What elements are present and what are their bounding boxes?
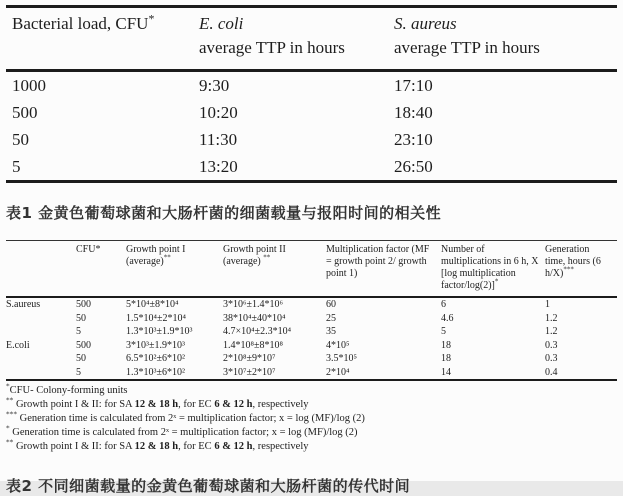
cell-gp1: 5*10⁴±8*10⁴: [126, 299, 179, 310]
table-row: [6, 153, 617, 182]
cell-mf: 25: [326, 312, 336, 324]
cell-gp2: 38*10⁴±40*10⁴: [223, 312, 286, 324]
cell-gp1: 6.5*10²±6*10²: [126, 353, 185, 364]
generation-time-table-wrap: [6, 240, 623, 381]
footnote-bold: 6 & 12 h: [214, 399, 253, 410]
table-row-saureus-50: [6, 312, 617, 326]
cell-species: E.coli: [6, 339, 30, 351]
cell-gt: 1.2: [545, 312, 558, 324]
cell-mf: 3.5*10⁵: [326, 353, 357, 364]
cell-saureus-ttp: 18:40: [394, 103, 433, 122]
cell-mf: 4*10⁵: [326, 339, 350, 351]
cell-gp1: 3*10³±1.9*10³: [126, 339, 185, 351]
cell-saureus-ttp: 23:10: [394, 130, 433, 149]
footnote-marker: *: [148, 11, 155, 26]
cell-gp2: 2*10⁸±9*10⁷: [223, 353, 276, 364]
cell-species: [6, 352, 76, 366]
table1-caption: 表1 金黄色葡萄球菌和大肠杆菌的细菌载量与报阳时间的相关性: [6, 204, 442, 222]
header-num-multiplications: [441, 241, 545, 298]
footnote-marker: *: [494, 277, 499, 286]
cell-cfu: 500: [76, 339, 91, 351]
cell-ecoli-ttp: 13:20: [199, 157, 238, 176]
cell-cfu: 5: [76, 366, 81, 378]
header-gp1-label: Growth point I (average): [126, 244, 186, 267]
cell-gp2: 3*10⁷±2*10⁷: [223, 366, 276, 378]
footnote-generation-time: [6, 409, 623, 426]
header-cfu: CFU*: [76, 241, 126, 298]
cell-mf: 2*10⁴: [326, 366, 350, 378]
header-ecoli-sub: average TTP in hours: [199, 38, 345, 57]
footnote-text: Growth point I & II: for SA: [13, 399, 135, 410]
generation-time-table: [6, 240, 617, 381]
cell-load: 500: [12, 103, 38, 122]
table-header-row: [6, 7, 617, 71]
cell-x: 14: [441, 366, 451, 378]
header-species: [6, 241, 76, 298]
ecoli-species-name: E. coli: [199, 14, 244, 33]
cell-species: [6, 366, 76, 381]
cell-ecoli-ttp: 9:30: [199, 76, 230, 95]
cell-x: 4.6: [441, 312, 454, 324]
cell-cfu: 5: [76, 326, 81, 337]
cell-mf: 60: [326, 299, 336, 310]
cell-mf: 35: [326, 326, 336, 337]
footnote-bold: 6 & 12 h: [214, 441, 253, 452]
footnote-marker: ***: [563, 265, 574, 274]
footnote-growth-points-2: [6, 437, 623, 454]
footnote-text: Generation time is calculated from 2ˣ = multiplication factor; x = log (MF)/log (2): [17, 413, 365, 424]
cell-species: [6, 312, 76, 326]
cell-gp2: 3*10⁶±1.4*10⁶: [223, 299, 283, 310]
header-multiplication-factor: Multiplication factor (MF = growth point 2/ growth point 1): [326, 241, 441, 298]
header-saureus: [394, 7, 617, 71]
footnote-marker: *: [6, 423, 10, 433]
cell-gp2: 1.4*10⁸±8*10⁸: [223, 339, 283, 351]
footnote-text: , respectively: [252, 399, 309, 410]
header-saureus-sub: average TTP in hours: [394, 38, 540, 57]
table-row: [6, 99, 617, 126]
cell-cfu: 500: [76, 299, 91, 310]
footnote-cfu: [6, 381, 623, 398]
saureus-species-name: S. aureus: [394, 14, 457, 33]
footnotes: [6, 381, 623, 454]
cell-cfu: 50: [76, 312, 86, 324]
ttp-correlation-table: [6, 5, 617, 183]
table2-caption: 表2 不同细菌载量的金黄色葡萄球菌和大肠杆菌的传代时间: [6, 477, 411, 495]
cell-load: 50: [12, 130, 29, 149]
footnote-text: Growth point I & II: for SA: [13, 441, 135, 452]
header-ecoli: [199, 7, 394, 71]
cell-gt: 0.3: [545, 339, 558, 351]
header-bacterial-load-label: Bacterial load, CFU: [12, 14, 149, 33]
table-row-ecoli-500: [6, 339, 617, 353]
footnote-marker: **: [263, 253, 271, 262]
cell-x: 18: [441, 339, 451, 351]
table-row-saureus-500: [6, 297, 617, 312]
header-growth-point-2: [223, 241, 326, 298]
cell-x: 5: [441, 326, 446, 337]
cell-x: 18: [441, 353, 451, 364]
header-x-label: Number of multiplications in 6 h, X [log multiplication factor/log(2)]: [441, 244, 539, 291]
header-bacterial-load: [6, 7, 199, 71]
cell-saureus-ttp: 26:50: [394, 157, 433, 176]
header-gp2-label: Growth point II (average): [223, 244, 286, 267]
cell-gt: 1: [545, 299, 550, 310]
table-header-row: [6, 241, 617, 298]
cell-gt: 0.4: [545, 366, 558, 378]
cell-gt: 0.3: [545, 353, 558, 364]
footnote-marker: **: [6, 437, 14, 447]
cell-gp2: 4.7×10⁴±2.3*10⁴: [223, 326, 292, 337]
cell-species: [6, 325, 76, 339]
footnote-text: , respectively: [252, 441, 309, 452]
footnote-marker: **: [6, 395, 14, 405]
footnote-text: , for EC: [178, 441, 215, 452]
cell-load: 5: [12, 157, 21, 176]
table-row: [6, 71, 617, 100]
cell-saureus-ttp: 17:10: [394, 76, 433, 95]
cell-cfu: 50: [76, 353, 86, 364]
header-generation-time: [545, 241, 617, 298]
cell-load: 1000: [12, 76, 46, 95]
cell-gp1: 1.3*10³±6*10²: [126, 366, 185, 378]
cell-gp1: 1.5*10⁴±2*10⁴: [126, 312, 186, 324]
footnote-text: Generation time is calculated from 2ˣ = multiplication factor; x = log (MF)/log (2): [9, 427, 358, 438]
cell-gt: 1.2: [545, 326, 558, 337]
footnote-marker: **: [163, 253, 171, 262]
header-growth-point-1: [126, 241, 223, 298]
footnote-marker: *: [6, 381, 10, 391]
footnote-bold: 12 & 18 h: [134, 441, 179, 452]
footnote-text: , for EC: [178, 399, 215, 410]
cell-ecoli-ttp: 10:20: [199, 103, 238, 122]
cell-species: S.aureus: [6, 299, 41, 310]
table-row-ecoli-50: [6, 352, 617, 366]
cell-gp1: 1.3*10³±1.9*10³: [126, 326, 193, 337]
table-row: [6, 126, 617, 153]
footnote-generation-time-2: [6, 423, 623, 440]
cell-x: 6: [441, 299, 446, 310]
footnote-marker: ***: [6, 409, 18, 419]
footnote-text: CFU- Colony-forming units: [9, 385, 128, 396]
cell-ecoli-ttp: 11:30: [199, 130, 238, 149]
table-row-saureus-5: [6, 325, 617, 339]
footnote-bold: 12 & 18 h: [134, 399, 179, 410]
table-row-ecoli-5: [6, 366, 617, 381]
footnote-growth-points: [6, 395, 623, 412]
header-gt-label: Generation time, hours (6 h/X): [545, 244, 601, 279]
